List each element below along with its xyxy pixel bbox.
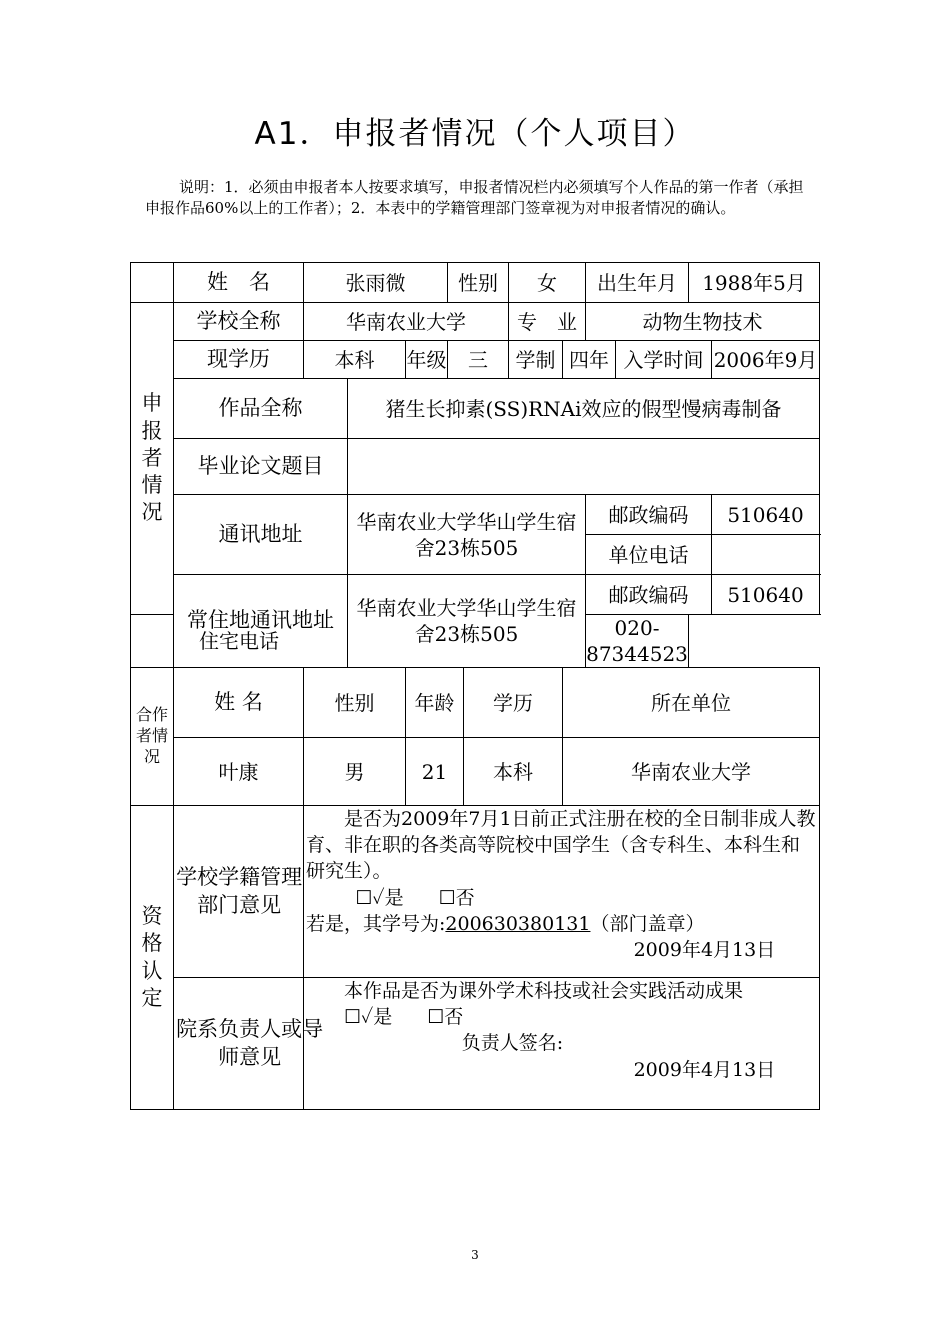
enroll-label: 入学时间 xyxy=(616,341,712,379)
dept-opinion-row xyxy=(131,978,820,1110)
partner-header-unit: 所在单位 xyxy=(563,668,820,738)
applicant-section-label: 申报者情况 xyxy=(131,303,174,615)
home-postcode-label: 邮政编码 xyxy=(586,575,712,615)
school-question: 是否为2009年7月1日前正式注册在校的全日制非成人教育、非在职的各类高等院校中国学生（含专科生、本科生和研究生）。 xyxy=(306,808,816,883)
unit-phone-label: 单位电话 xyxy=(586,535,712,575)
thesis-value[interactable] xyxy=(348,439,820,495)
partner-header-name: 姓 名 xyxy=(174,668,304,738)
grade-label: 年级 xyxy=(406,341,448,379)
dept-no-checkbox[interactable]: ☐否 xyxy=(427,1006,464,1029)
unit-phone-value[interactable] xyxy=(712,535,820,575)
enroll-value[interactable]: 2006年9月 xyxy=(712,341,820,379)
edu-label: 现学历 xyxy=(174,341,304,379)
address-row xyxy=(131,495,820,535)
partner-unit[interactable]: 华南农业大学 xyxy=(563,738,820,806)
student-id-value[interactable]: 200630380131 xyxy=(445,912,591,935)
partner-name[interactable]: 叶康 xyxy=(174,738,304,806)
home-phone-label: 住宅电话 xyxy=(131,615,348,668)
partner-header-edu: 学历 xyxy=(464,668,563,738)
name-value[interactable]: 张雨微 xyxy=(304,263,448,303)
education-row xyxy=(131,341,820,379)
partner-header-gender: 性别 xyxy=(304,668,406,738)
home-postcode-value[interactable]: 510640 xyxy=(712,575,820,615)
home-address-row xyxy=(131,575,820,615)
name-row xyxy=(131,263,820,303)
no-checkbox[interactable]: ☐否 xyxy=(438,886,475,909)
home-phone-value[interactable]: 020-87344523 xyxy=(586,616,688,666)
school-value[interactable]: 华南农业大学 xyxy=(304,303,509,341)
dept-date: 2009年4月13日 xyxy=(633,1058,776,1081)
dept-checkbox-options xyxy=(306,1004,817,1030)
partner-edu[interactable]: 本科 xyxy=(464,738,563,806)
grade-value[interactable]: 三 xyxy=(448,341,509,379)
school-date: 2009年4月13日 xyxy=(633,939,776,962)
major-label: 专 业 xyxy=(509,303,586,341)
birth-label: 出生年月 xyxy=(586,263,689,303)
page-number: 3 xyxy=(471,1248,479,1262)
school-row xyxy=(131,303,820,341)
system-value[interactable]: 四年 xyxy=(563,341,616,379)
postcode-value[interactable]: 510640 xyxy=(712,495,820,535)
address-value[interactable]: 华南农业大学华山学生宿舍23栋505 xyxy=(348,495,586,575)
qualification-section-label: 资格认定 xyxy=(131,806,174,1110)
dept-opinion-content xyxy=(304,978,820,1110)
address-label: 通讯地址 xyxy=(174,495,348,575)
dept-yes-checkbox[interactable]: ☐✓是 xyxy=(344,1006,393,1029)
school-checkbox-options xyxy=(306,885,817,911)
student-id-line: 若是，其学号为:200630380131（部门盖章） xyxy=(306,912,705,935)
partner-header-row xyxy=(131,668,820,738)
work-label: 作品全称 xyxy=(174,379,348,439)
work-row xyxy=(131,379,820,439)
name-label: 姓 名 xyxy=(174,263,304,303)
school-label: 学校全称 xyxy=(174,303,304,341)
home-address-value[interactable]: 华南农业大学华山学生宿舍23栋505 xyxy=(348,575,586,668)
postcode-label: 邮政编码 xyxy=(586,495,712,535)
applicant-form-table xyxy=(130,262,820,1110)
gender-value[interactable]: 女 xyxy=(509,263,586,303)
signature-label: 负责人签名: xyxy=(461,1032,564,1055)
page-title: A1．申报者情况（个人项目） xyxy=(254,116,696,152)
partner-header-age: 年龄 xyxy=(406,668,464,738)
dept-opinion-label: 院系负责人或导师意见 xyxy=(174,978,304,1110)
partner-age[interactable]: 21 xyxy=(406,738,464,806)
partner-row xyxy=(131,738,820,806)
gender-label: 性别 xyxy=(448,263,509,303)
thesis-row xyxy=(131,439,820,495)
instructions-note: 说明：1．必须由申报者本人按要求填写，申报者情况栏内必须填写个人作品的第一作者（承担申报作品60%以上的工作者）；2．本表中的学籍管理部门签章视为对申报者情况的确认。 xyxy=(145,178,804,217)
partner-gender[interactable]: 男 xyxy=(304,738,406,806)
blank-cell xyxy=(131,263,174,303)
birth-value[interactable]: 1988年5月 xyxy=(689,263,820,303)
school-opinion-content xyxy=(304,806,820,978)
system-label: 学制 xyxy=(509,341,563,379)
school-opinion-label: 学校学籍管理部门意见 xyxy=(174,806,304,978)
work-value[interactable]: 猪生长抑素(SS)RNAi效应的假型慢病毒制备 xyxy=(348,379,820,439)
major-value[interactable]: 动物生物技术 xyxy=(586,303,820,341)
yes-checkbox[interactable]: ☐✓是 xyxy=(355,886,404,909)
school-opinion-row xyxy=(131,806,820,978)
home-address-label: 常住地通讯地址 xyxy=(174,575,348,668)
partner-section-label: 合作者情况 xyxy=(131,668,174,806)
dept-question: 本作品是否为课外学术科技或社会实践活动成果 xyxy=(344,980,744,1002)
edu-value[interactable]: 本科 xyxy=(304,341,406,379)
thesis-label: 毕业论文题目 xyxy=(174,439,348,495)
